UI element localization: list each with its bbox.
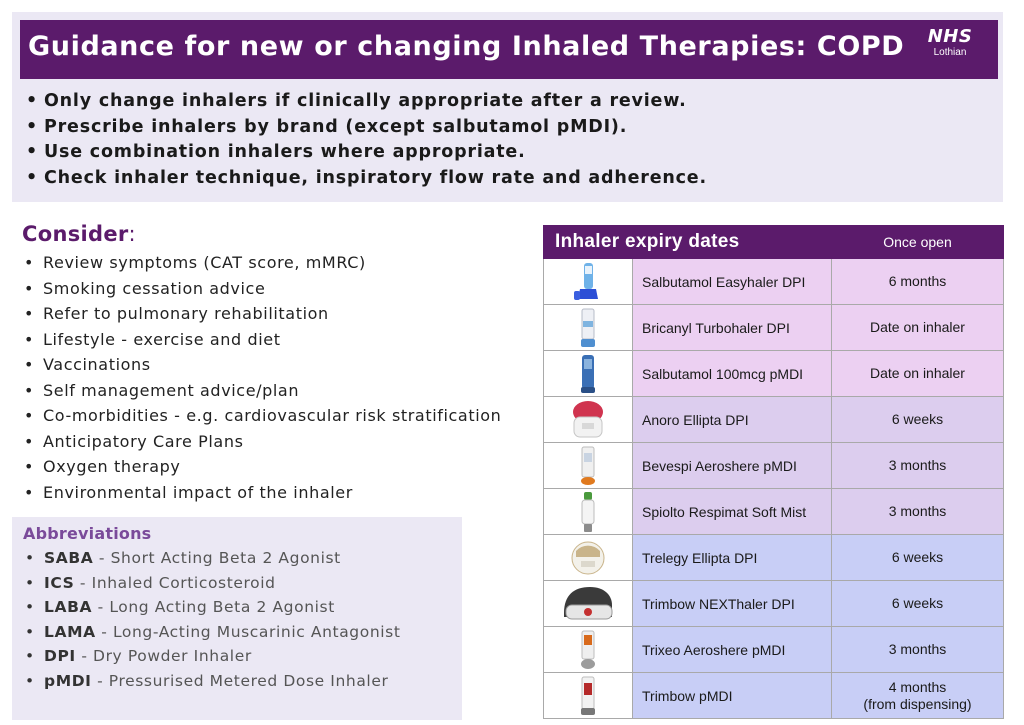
table-row — [544, 627, 1004, 673]
abbreviation-term: ICS — [44, 573, 75, 592]
key-point: • Check inhaler technique, inspiratory flow rate and adherence. — [26, 166, 707, 192]
column-header-once-open: Once open — [832, 226, 1004, 259]
inhaler-image-cell — [544, 351, 633, 397]
abbreviation-term: DPI — [44, 647, 76, 665]
key-points-list — [26, 89, 707, 191]
ellipta-icon — [544, 537, 632, 579]
inhaler-image-cell — [544, 443, 633, 489]
inhaler-expiry: 6 weeks — [832, 535, 1004, 581]
abbreviation-definition: - Dry Powder Inhaler — [75, 647, 252, 665]
inhaler-image-cell — [544, 535, 633, 581]
inhaler-name: Trimbow pMDI — [633, 673, 832, 719]
inhaler-name: Salbutamol 100mcg pMDI — [633, 351, 832, 397]
inhaler-expiry: 3 months — [832, 489, 1004, 535]
aerosphere-icon — [544, 445, 632, 487]
inhaler-name: Anoro Ellipta DPI — [633, 397, 832, 443]
inhaler-image-cell — [544, 673, 633, 719]
consider-item: • Vaccinations — [24, 352, 501, 378]
consider-item: • Review symptoms (CAT score, mMRC) — [24, 250, 501, 276]
inhaler-expiry-cell — [832, 673, 1004, 719]
inhaler-name: Trelegy Ellipta DPI — [633, 535, 832, 581]
consider-item: • Environmental impact of the inhaler — [24, 480, 501, 506]
inhaler-expiry: 6 weeks — [832, 581, 1004, 627]
inhaler-expiry: 3 months — [832, 443, 1004, 489]
inhaler-name: Bricanyl Turbohaler DPI — [633, 305, 832, 351]
inhaler-expiry: 3 months — [832, 627, 1004, 673]
table-row — [544, 581, 1004, 627]
inhaler-image-cell — [544, 627, 633, 673]
table-row — [544, 351, 1004, 397]
nhs-lothian-logo — [915, 27, 985, 59]
key-point: • Use combination inhalers where appropriate. — [26, 140, 707, 166]
abbreviation-item — [25, 669, 401, 694]
abbreviation-term: SABA — [44, 549, 94, 567]
inhaler-name: Salbutamol Easyhaler DPI — [633, 259, 832, 305]
abbreviation-term: pMDI — [44, 671, 92, 690]
abbreviation-item — [25, 571, 401, 596]
inhaler-image-cell — [544, 397, 633, 443]
inhaler-expiry-table — [543, 225, 1004, 719]
consider-heading-colon: : — [128, 222, 136, 246]
inhaler-image-cell — [544, 305, 633, 351]
ellipta-icon — [544, 399, 632, 441]
abbreviation-definition: - Long Acting Beta 2 Agonist — [92, 598, 335, 616]
inhaler-expiry: 6 weeks — [832, 397, 1004, 443]
abbreviation-definition: - Long-Acting Muscarinic Antagonist — [95, 622, 401, 641]
abbreviations-heading: Abbreviations — [23, 524, 152, 543]
table-heading: Inhaler expiry dates — [544, 226, 832, 259]
table-row — [544, 259, 1004, 305]
abbreviation-item — [25, 644, 401, 669]
abbreviation-item — [25, 595, 401, 620]
inhaler-image-cell — [544, 259, 633, 305]
pmdi-icon — [544, 675, 632, 717]
consider-heading-label: Consider — [22, 222, 129, 246]
abbreviation-item — [25, 620, 401, 645]
table-row — [544, 397, 1004, 443]
abbreviation-term: LAMA — [44, 622, 96, 641]
key-point: • Only change inhalers if clinically appropriate after a review. — [26, 89, 707, 115]
nexthaler-icon — [544, 583, 632, 625]
abbreviations-list — [25, 546, 401, 693]
aerosphere-icon — [544, 629, 632, 671]
table-row — [544, 535, 1004, 581]
easyhaler-icon — [544, 261, 632, 303]
consider-item: • Lifestyle - exercise and diet — [24, 327, 501, 353]
key-point: • Prescribe inhalers by brand (except salbutamol pMDI). — [26, 115, 707, 141]
inhaler-expiry: Date on inhaler — [832, 351, 1004, 397]
inhaler-expiry-note: (from dispensing) — [863, 695, 972, 712]
inhaler-expiry: 4 months — [888, 678, 947, 695]
consider-item: • Anticipatory Care Plans — [24, 429, 501, 455]
abbreviation-definition: - Short Acting Beta 2 Agonist — [93, 549, 341, 567]
inhaler-expiry: Date on inhaler — [832, 305, 1004, 351]
table-row — [544, 673, 1004, 719]
table-row — [544, 443, 1004, 489]
inhaler-image-cell — [544, 581, 633, 627]
inhaler-name: Trixeo Aeroshere pMDI — [633, 627, 832, 673]
title-bar — [20, 20, 998, 79]
consider-item: • Smoking cessation advice — [24, 276, 501, 302]
abbreviation-definition: - Pressurised Metered Dose Inhaler — [91, 671, 389, 690]
table-header-row — [544, 226, 1004, 259]
abbreviation-definition: - Inhaled Corticosteroid — [74, 573, 276, 592]
nhs-logo-subtitle: Lothian — [933, 47, 967, 58]
table-row — [544, 305, 1004, 351]
pmdi-icon — [544, 353, 632, 395]
consider-item: • Oxygen therapy — [24, 454, 501, 480]
consider-list — [24, 250, 501, 505]
inhaler-image-cell — [544, 489, 633, 535]
consider-item: • Self management advice/plan — [24, 378, 501, 404]
inhaler-name: Trimbow NEXThaler DPI — [633, 581, 832, 627]
consider-heading — [22, 222, 136, 246]
page-title: Guidance for new or changing Inhaled Therapies: COPD — [28, 31, 905, 62]
inhaler-name: Spiolto Respimat Soft Mist — [633, 489, 832, 535]
abbreviation-item — [25, 546, 401, 571]
inhaler-name: Bevespi Aeroshere pMDI — [633, 443, 832, 489]
consider-item: • Co-morbidities - e.g. cardiovascular risk stratification — [24, 403, 501, 429]
nhs-logo-mark: NHS — [927, 26, 973, 47]
respimat-icon — [544, 491, 632, 533]
abbreviation-term: LABA — [44, 598, 93, 616]
turbohaler-icon — [544, 307, 632, 349]
consider-item: • Refer to pulmonary rehabilitation — [24, 301, 501, 327]
inhaler-expiry: 6 months — [832, 259, 1004, 305]
table-row — [544, 489, 1004, 535]
